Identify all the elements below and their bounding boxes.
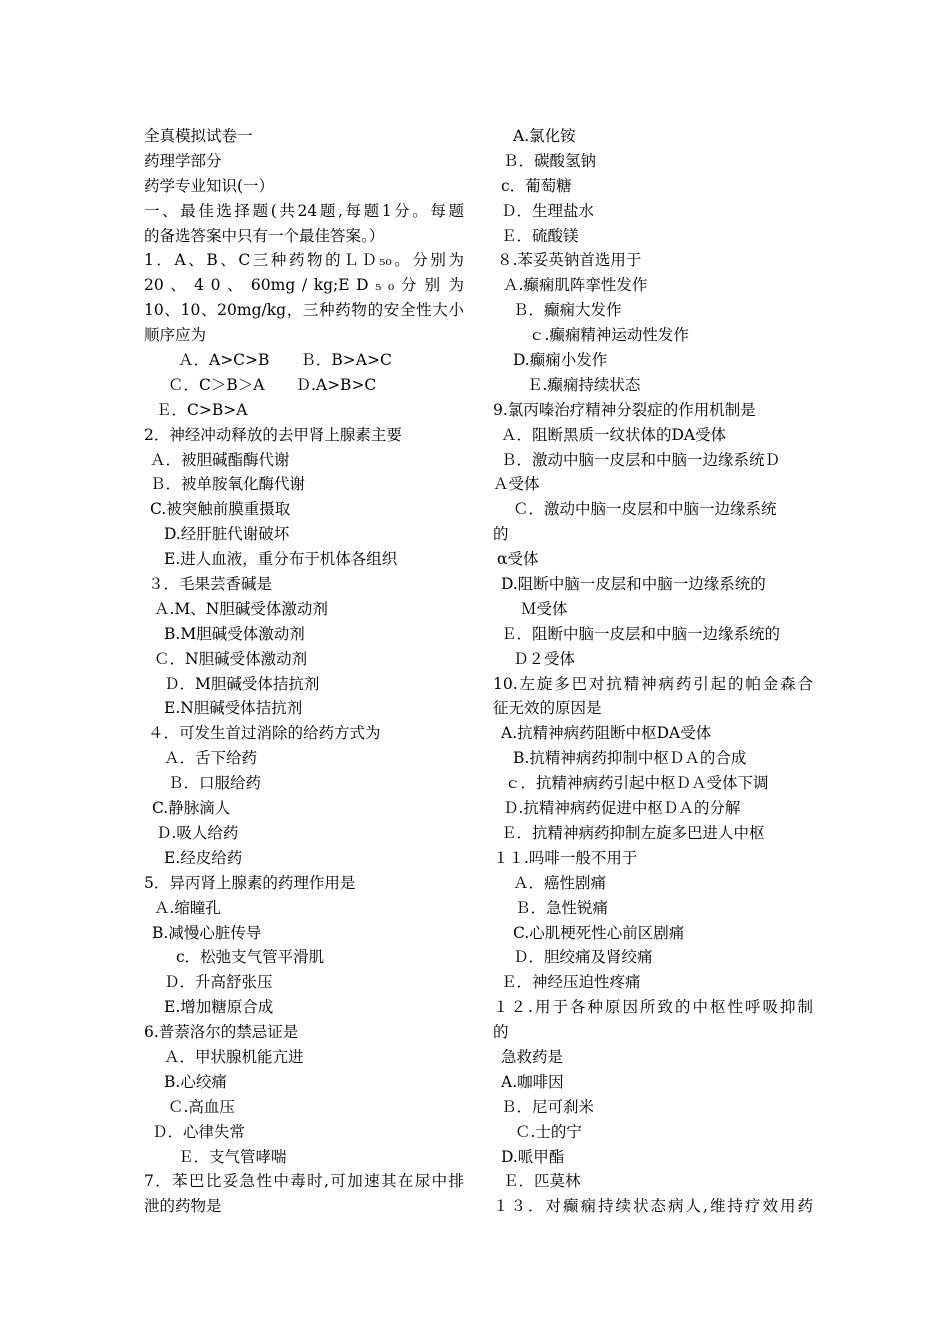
text-line: 药学专业知识(一） xyxy=(144,176,275,195)
text-line: 急救药是 xyxy=(501,1047,564,1066)
text-line: Ｂ．癫痫大发作 xyxy=(513,301,622,320)
text-line: 的 xyxy=(493,525,509,544)
text-line: c．葡萄糖 xyxy=(501,176,572,195)
text-line: Ａ．舌下给药 xyxy=(164,749,258,768)
text-line: Ｃ.士的宁 xyxy=(515,1122,582,1141)
text-line: １１.吗啡一般不用于 xyxy=(493,848,638,867)
text-line: ｃ.癫痫精神运动性发作 xyxy=(529,326,689,345)
text-line: α受体 xyxy=(497,550,539,569)
text-line: Ｂ．口服给药 xyxy=(168,774,262,793)
text-line: E.N胆碱受体拮抗剂 xyxy=(164,699,303,718)
text-line: 6.普萘洛尔的禁忌证是 xyxy=(144,1023,299,1042)
text-line: Ｄ.吸人给药 xyxy=(156,823,239,842)
text-line: A.氯化铵 xyxy=(513,127,576,145)
text-line: Ｄ．生理盐水 xyxy=(501,201,595,220)
text-line: Ａ受体 xyxy=(493,475,540,494)
text-line: Ａ.癫痫肌阵挛性发作 xyxy=(503,276,648,295)
text-line: 20 、 4 0 、 60mg / kg;E D ₅ ₀ 分 别 为 xyxy=(144,276,464,295)
text-line: B.M胆碱受体激动剂 xyxy=(164,624,305,643)
text-line: Ｅ．匹莫林 xyxy=(503,1172,581,1191)
text-line: C.静脉滴人 xyxy=(152,799,231,818)
text-line: ４．可发生首过消除的给药方式为 xyxy=(148,724,381,743)
text-line: 的备选答案中只有一个最佳答案。） xyxy=(144,226,385,245)
text-line: D.哌甲酯 xyxy=(501,1147,565,1166)
text-line: Ｂ．碳酸氢钠 xyxy=(503,151,597,170)
text-line: Ｅ．神经压迫性疼痛 xyxy=(501,973,641,992)
text-line: D.阻断中脑一皮层和中脑一边缘系统的 xyxy=(501,575,766,594)
text-line: Ａ.缩瞳孔 xyxy=(154,898,221,917)
text-line: Ｂ．尼可刹米 xyxy=(501,1097,595,1116)
text-line: Ｄ２受体 xyxy=(513,649,576,668)
text-line: 10、10、20mg/kg，三种药物的安全性大小 xyxy=(144,301,464,320)
text-line: A.咖啡因 xyxy=(501,1072,564,1091)
text-line: 全真模拟试卷一 xyxy=(144,127,253,145)
text-line: Ｍ受体 xyxy=(521,599,568,618)
text-line: B.抗精神病药抑制中枢ＤＡ的合成 xyxy=(513,749,747,768)
text-line: Ｅ．支气管哮喘 xyxy=(178,1147,287,1166)
text-line: 7．苯巴比妥急性中毒时,可加速其在尿中排 xyxy=(144,1172,464,1191)
text-line: Ｃ.高血压 xyxy=(168,1097,235,1116)
text-line: E.进人血液，重分布于机体各组织 xyxy=(164,550,398,569)
text-line: １３．对癫痫持续状态病人,维持疗效用药 xyxy=(493,1197,813,1216)
right-column xyxy=(493,124,813,1219)
text-line: D.经肝脏代谢破坏 xyxy=(164,525,290,544)
text-line: 10.左旋多巴对抗精神病药引起的帕金森合 xyxy=(493,674,813,693)
text-line: Ｃ．N胆碱受体激动剂 xyxy=(154,649,308,668)
text-line: Ａ．A>C>B Ｂ．B>A>C xyxy=(178,351,392,370)
text-line: Ｅ．硫酸镁 xyxy=(501,226,579,245)
text-line: Ｅ．抗精神病药抑制左旋多巴进人中枢 xyxy=(501,823,765,842)
text-line: A.抗精神病药阻断中枢DA受体 xyxy=(501,724,712,743)
text-line: D.癫痫小发作 xyxy=(513,351,608,370)
text-line: Ｃ．C＞B＞A Ｄ.A>B>C xyxy=(168,375,377,394)
text-line: B.心绞痛 xyxy=(164,1072,227,1091)
text-line: Ｅ．C>B>A xyxy=(156,400,248,419)
text-line: Ａ.M、N胆碱受体激动剂 xyxy=(154,599,328,618)
text-line: １２.用于各种原因所致的中枢性呼吸抑制 xyxy=(493,998,813,1017)
text-line: 一、最佳选择题(共24题,每题1分。每题 xyxy=(144,201,464,220)
text-line: Ｄ．胆绞痛及肾绞痛 xyxy=(513,948,653,967)
text-line: 药理学部分 xyxy=(144,151,222,170)
text-line: E.增加糖原合成 xyxy=(164,998,274,1017)
text-line: Ｄ．心律失常 xyxy=(152,1122,246,1141)
text-line: 征无效的原因是 xyxy=(493,699,602,718)
text-line: Ａ．甲状腺机能亢进 xyxy=(164,1047,304,1066)
text-line: Ｄ.抗精神病药促进中枢ＤＡ的分解 xyxy=(503,799,741,818)
text-line: Ａ．阻断黑质一纹状体的DA受体 xyxy=(501,425,727,444)
text-line: Ｄ．升高舒张压 xyxy=(164,973,273,992)
text-line: 9.氯丙嗪治疗精神分裂症的作用机制是 xyxy=(493,400,756,419)
text-line: C.心肌梗死性心前区剧痛 xyxy=(513,923,685,942)
text-line: Ａ．癌性剧痛 xyxy=(513,873,607,892)
text-line: Ａ．被胆碱酯酶代谢 xyxy=(150,450,290,469)
text-line: 的 xyxy=(493,1023,509,1042)
text-line: C.被突触前膜重摄取 xyxy=(150,500,291,519)
text-line: c．松弛支气管平滑肌 xyxy=(176,948,325,967)
text-line: Ｂ．急性锐痛 xyxy=(515,898,609,917)
text-line: Ｂ．被单胺氧化酶代谢 xyxy=(150,475,306,494)
text-line: Ｅ.癫痫持续状态 xyxy=(527,375,641,394)
text-line: 顺序应为 xyxy=(144,326,207,345)
text-line: ｃ．抗精神病药引起中枢ＤＡ受体下调 xyxy=(505,774,769,793)
text-line: Ｂ．激动中脑一皮层和中脑一边缘系统Ｄ xyxy=(501,450,781,469)
left-column xyxy=(144,124,464,1219)
text-line: ３．毛果芸香碱是 xyxy=(148,575,273,594)
text-line: 泄的药物是 xyxy=(144,1197,222,1216)
text-line: 2．神经冲动释放的去甲肾上腺素主要 xyxy=(144,425,402,444)
text-line: Ｃ．激动中脑一皮层和中脑一边缘系统 xyxy=(513,500,777,519)
text-line: Ｅ．阻断中脑一皮层和中脑一边缘系统的 xyxy=(501,624,781,643)
text-line: ８.苯妥英钠首选用于 xyxy=(497,251,642,270)
text-line: Ｄ．M胆碱受体拮抗剂 xyxy=(164,674,320,693)
text-line: B.减慢心脏传导 xyxy=(152,923,262,942)
text-line: E.经皮给药 xyxy=(164,848,243,867)
text-line: 5．异丙肾上腺素的药理作用是 xyxy=(144,873,356,892)
text-line: 1．A、B、C三种药物的ＬＤ₅₀。分别为 xyxy=(144,251,464,270)
